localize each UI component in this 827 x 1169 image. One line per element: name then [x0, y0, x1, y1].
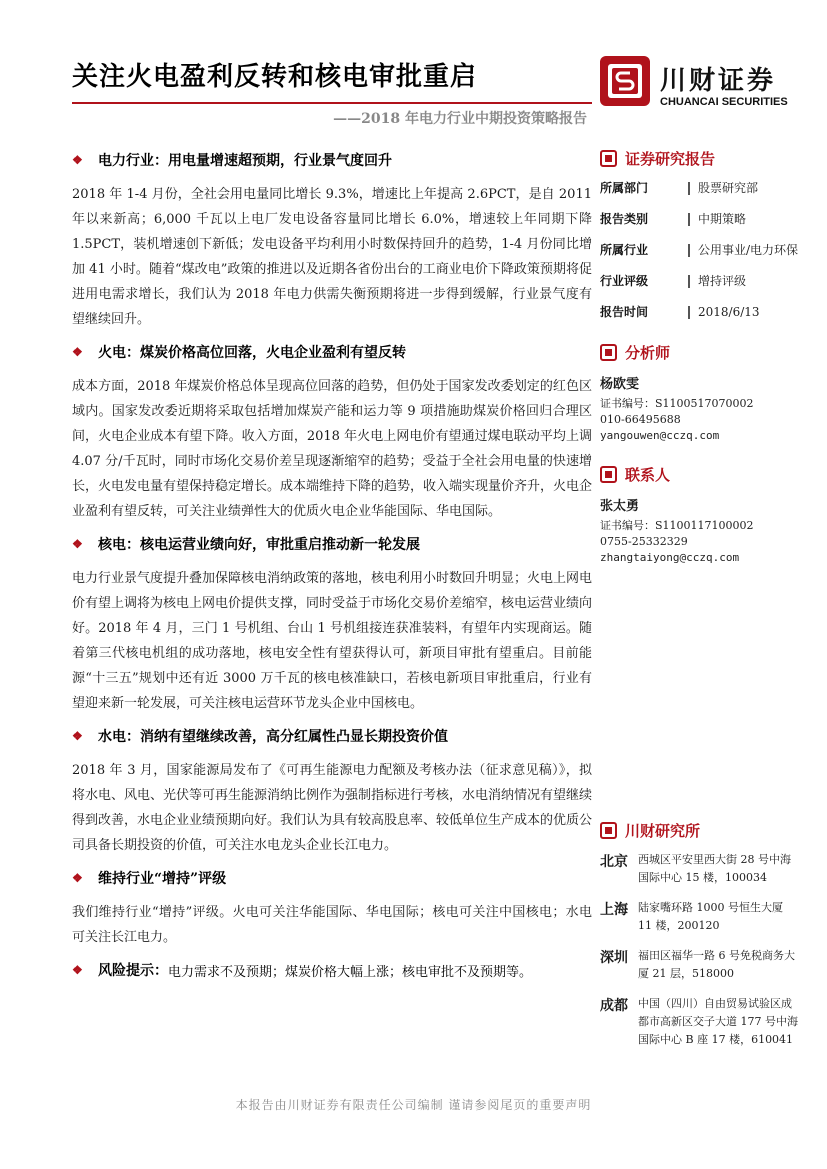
- diamond-bullet-icon: ❖: [72, 153, 83, 167]
- office-chengdu: 成都 中国（四川）自由贸易试验区成都市高新区交子大道 177 号中海国际中心 B 座 17 楼，610041: [600, 997, 798, 1046]
- contact-cert: 证书编号：S1100117100002: [600, 519, 754, 532]
- section-rating: [72, 868, 592, 950]
- contact-card: [600, 495, 800, 566]
- section-paragraph: 电力行业景气度提升叠加保障核电消纳政策的落地，核电利用小时数回升明显；火电上网电价有望上调将为核电上网电价提供支撑，同时受益于市场化交易价差缩窄，核电运营业绩向好。2018 年 4 月，三门 1 号机组、台山 1 号机组接连获准装料，有望年内实现商运。随着第三代核电机组的成功落地，核电安全性有望获得认可，新项目审批有望重启。目前能源“十三五”规划中还有近 3000 万千瓦的核电核准缺口，若核电新项目审批重启，行业有望迎来新一轮发展，可关注核电运营环节龙头企业中国核电。: [72, 571, 593, 711]
- company-logo-icon: [600, 56, 650, 106]
- section-paragraph: 2018 年 3 月，国家能源局发布了《可再生能源电力配额及考核办法（征求意见稿）》，拟将水电、风电、光伏等可再生能源消纳比例作为强制指标进行考核，水电消纳情况有望继续得到改善，水电企业业绩预期向好。我们认为具有较高股息率、较低单位生产成本的优质公司具备长期投资的价值，可关注水电龙头企业长江电力。: [72, 763, 593, 853]
- title-divider: [72, 102, 592, 104]
- contact-email: zhangtaiyong@cczq.com: [600, 551, 740, 564]
- info-row-department: 所属部门 股票研究部: [600, 181, 759, 195]
- square-icon: [600, 466, 617, 483]
- square-icon: [600, 822, 617, 839]
- info-row-category: 报告类别 中期策略: [600, 212, 747, 226]
- section-paragraph: 2018 年 1-4 月份，全社会用电量同比增长 9.3%，增速比上年提高 2.6PCT，是自 2011 年以来新高；6,000 千瓦以上电厂发电设备容量同比增长 6.0%，增速较上年同期下降 1.5PCT，装机增速创下新低；发电设备平均利用小时数保持回升的趋势，1-4 月份同比增加 41 小时。随着“煤改电”政策的推进以及近期各省份出台的工商业电价下降政策预期将促进用电需求增长，我们认为 2018 年电力供需失衡预期将进一步得到缓解，行业景气度有望继续回升。: [72, 187, 592, 327]
- sidebar: [600, 148, 800, 566]
- office-beijing: 北京 西城区平安里西大街 28 号中海国际中心 15 楼，100034: [600, 853, 791, 884]
- square-icon: [600, 344, 617, 361]
- company-name: 川财证券: [660, 66, 777, 96]
- diamond-bullet-icon: ❖: [72, 537, 83, 551]
- risk-label: 风险提示：: [98, 963, 168, 979]
- square-icon: [600, 150, 617, 167]
- analyst-heading: 分析师: [600, 342, 800, 363]
- analyst-phone: 010-66495688: [600, 413, 681, 426]
- company-name-en: CHUANCAI SECURITIES: [660, 96, 788, 108]
- institute-heading: 川财研究所: [600, 820, 800, 841]
- info-row-date: 报告时间 2018/6/13: [600, 305, 760, 319]
- analyst-email: yangouwen@cczq.com: [600, 429, 720, 442]
- section-hydro: [72, 726, 592, 858]
- analyst-name: 杨欧雯: [600, 377, 640, 392]
- analyst-card: [600, 373, 800, 444]
- diamond-bullet-icon: ❖: [72, 729, 83, 743]
- diamond-bullet-icon: ❖: [72, 871, 83, 885]
- section-nuclear: [72, 534, 592, 716]
- contact-name: 张太勇: [600, 499, 640, 514]
- page-footer: 本报告由川财证券有限责任公司编制 谨请参阅尾页的重要声明: [235, 1098, 592, 1112]
- section-heading: 维持行业“增持”评级: [98, 871, 227, 887]
- section-paragraph: 我们维持行业“增持”评级。火电可关注华能国际、华电国际；核电可关注中国核电；水电可关注长江电力。: [72, 905, 592, 945]
- info-row-industry: 所属行业 公用事业/电力环保: [600, 243, 799, 257]
- section-heading: 水电：消纳有望继续改善，高分红属性凸显长期投资价值: [98, 729, 448, 745]
- report-body: [72, 150, 592, 992]
- office-shanghai: 上海 陆家嘴环路 1000 号恒生大厦 11 楼，200120: [600, 901, 783, 932]
- info-row-rating: 行业评级 增持评级: [600, 274, 747, 288]
- report-type-heading: 证券研究报告: [600, 148, 800, 169]
- report-subtitle: ——2018 年电力行业中期投资策略报告: [333, 111, 587, 127]
- report-title: 关注火电盈利反转和核电审批重启: [72, 62, 478, 92]
- diamond-bullet-icon: ❖: [72, 345, 83, 359]
- section-heading: 核电：核电运营业绩向好，审批重启推动新一轮发展: [98, 537, 420, 553]
- institute-block: [600, 820, 800, 1061]
- section-thermal: [72, 342, 592, 524]
- risk-text: 电力需求不及预期；煤炭价格大幅上涨；核电审批不及预期等。: [168, 964, 533, 980]
- section-paragraph: 成本方面，2018 年煤炭价格总体呈现高位回落的趋势，但仍处于国家发改委划定的红色区域内。国家发改委近期将采取包括增加煤炭产能和运力等 9 项措施助煤炭价格回归合理区间，火电企业成本有望下降。收入方面，2018 年火电上网电价有望通过煤电联动平均上调 4.07 分/千瓦时，同时市场化交易价差呈现逐渐缩窄的趋势；受益于全社会用电量的快速增长，火电发电量有望保持稳定增长。成本端维持下降的趋势，收入端实现量价齐升，火电企业盈利有望反转，可关注业绩弹性大的优质火电企业华能国际、华电国际。: [72, 379, 593, 519]
- section-heading: 火电：煤炭价格高位回落，火电企业盈利有望反转: [98, 345, 406, 361]
- report-info: [600, 179, 800, 322]
- section-heading: 电力行业：用电量增速超预期，行业景气度回升: [98, 153, 392, 169]
- office-shenzhen: 深圳 福田区福华一路 6 号免税商务大厦 21 层，518000: [600, 949, 795, 980]
- risk-warning: [72, 960, 592, 980]
- contact-heading: 联系人: [600, 464, 800, 485]
- contact-phone: 0755-25332329: [600, 535, 688, 548]
- analyst-cert: 证书编号：S1100517070002: [600, 397, 754, 410]
- diamond-bullet-icon: ❖: [72, 963, 83, 977]
- section-industry: [72, 150, 592, 332]
